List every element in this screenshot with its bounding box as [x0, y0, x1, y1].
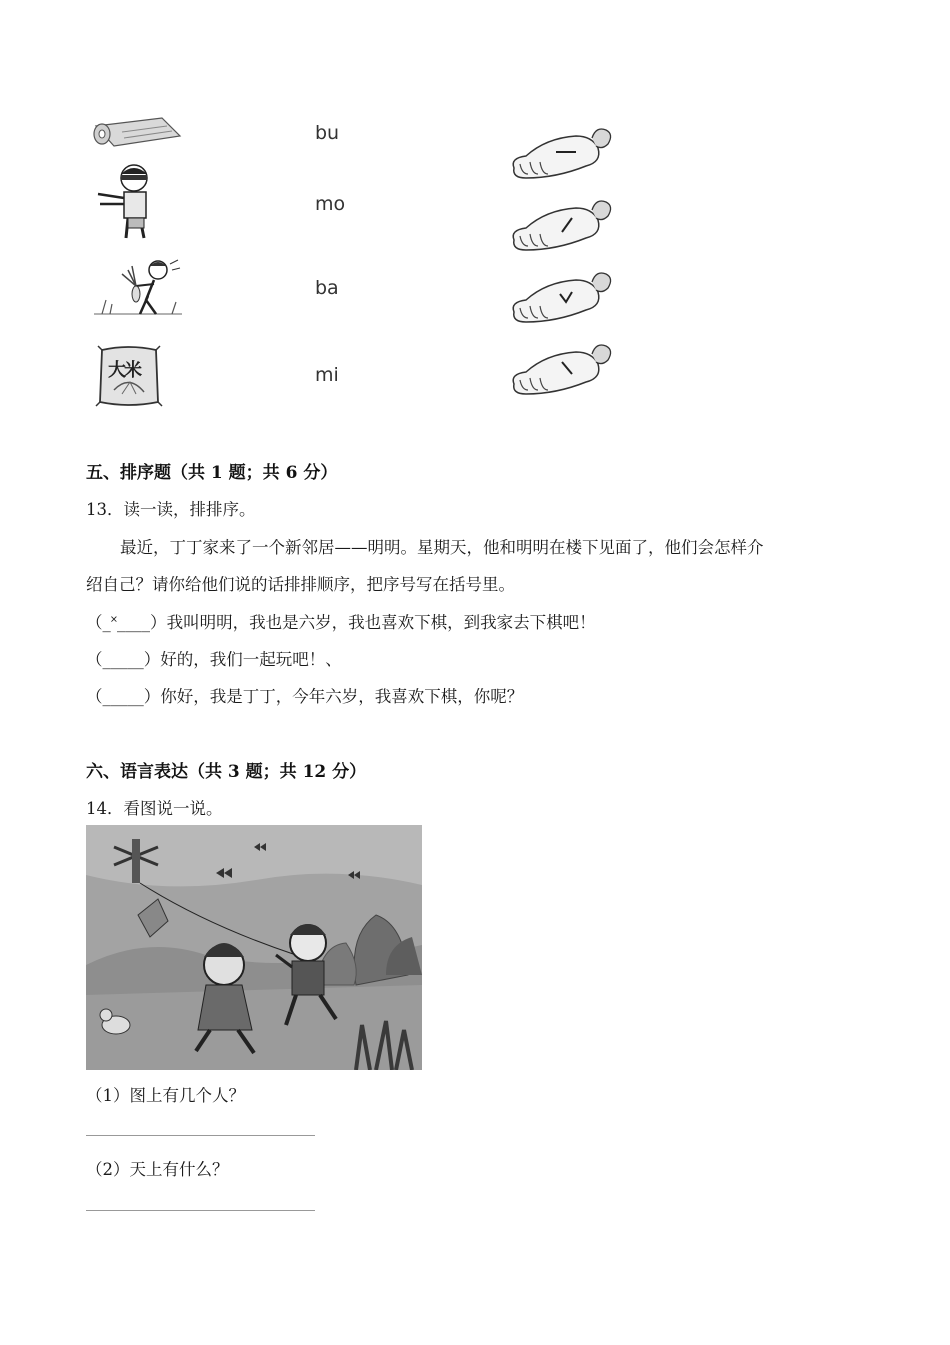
pulling-radish-picture: [92, 256, 187, 322]
question-14: 14．看图说一说。: [86, 799, 223, 818]
paragraph-line-1: 最近，丁丁家来了一个新邻居——明明。星期天，他和明明在楼下见面了，他们会怎样介: [120, 538, 764, 557]
sort-item-text: 我叫明明，我也是六岁，我也喜欢下棋，到我家去下棋吧！: [166, 613, 596, 632]
radish-tone-4-icon: [506, 340, 616, 400]
answer-line-2[interactable]: [86, 1210, 315, 1211]
radish-tone-2-icon: [506, 196, 616, 256]
radish-tone-1-icon: [506, 124, 616, 184]
radish-tone-3-icon: [506, 268, 616, 328]
cloth-roll-picture: [92, 112, 184, 148]
sort-item-1: [86, 609, 596, 633]
kite-flying-picture: [86, 825, 422, 1070]
pinyin-mo: mo: [315, 193, 346, 215]
pinyin-mi: mi: [315, 364, 339, 386]
sort-item-2: [86, 646, 342, 670]
sort-item-text: 你好，我是丁丁，今年六岁，我喜欢下棋，你呢？: [160, 687, 524, 706]
answer-line-1[interactable]: [86, 1135, 315, 1136]
pinyin-ba: ba: [315, 277, 339, 299]
answer-blank[interactable]: （_˟____）: [86, 613, 167, 632]
sub-question-1: （1）图上有几个人？: [86, 1086, 245, 1105]
sort-item-text: 好的，我们一起玩吧！、: [160, 650, 342, 669]
paragraph-line-2: 绍自己？请你给他们说的话排排顺序，把序号写在括号里。: [86, 575, 515, 594]
question-13: 13．读一读，排排序。: [86, 500, 256, 519]
sort-item-3: [86, 683, 523, 707]
answer-blank[interactable]: （_____）: [86, 650, 161, 669]
section-6-heading: 六、语言表达（共 3 题；共 12 分）: [86, 762, 367, 782]
answer-blank[interactable]: （_____）: [86, 687, 161, 706]
blindfolded-boy-picture: [92, 160, 164, 242]
rice-bag-picture: [94, 344, 164, 410]
sub-question-2: （2）天上有什么？: [86, 1160, 229, 1179]
rice-bag-label: 大米: [108, 360, 140, 381]
pinyin-bu: bu: [315, 122, 340, 144]
section-5-heading: 五、排序题（共 1 题；共 6 分）: [86, 463, 338, 483]
